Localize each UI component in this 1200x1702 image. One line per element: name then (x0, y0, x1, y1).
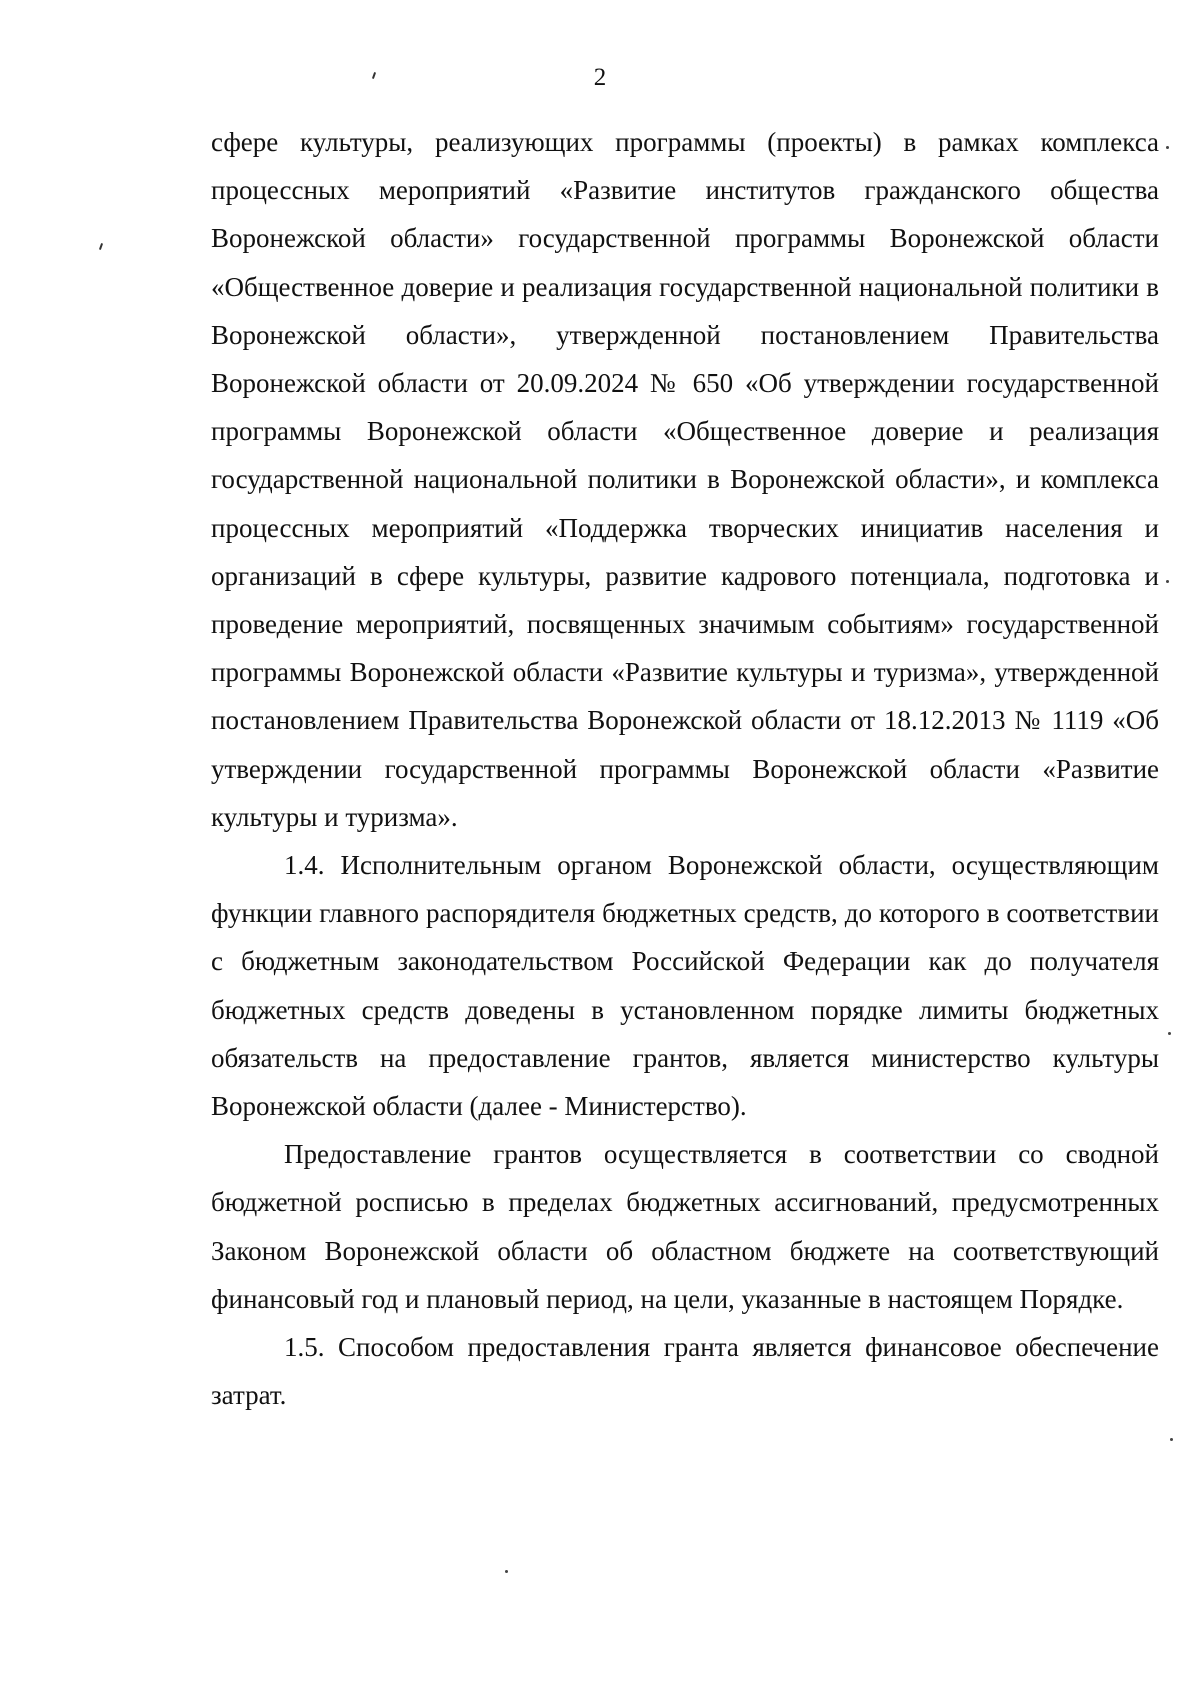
scan-speck (1166, 146, 1169, 149)
paragraph-1-4: 1.4. Исполнительным органом Воронежской области, осуществляющим функции главного распорядителя бюджетных средств, до которого в соответствии с бюджетным законодательством Российской Федерации как до получателя бюджетных средств доведены в установленном порядке лимиты бюджетных обязательств на предоставление грантов, является министерство культуры Воронежской области (далее - Министерство). (211, 850, 1159, 1122)
page-number: 2 (593, 64, 607, 91)
scan-speck (505, 1570, 508, 1573)
paragraph-1-5: 1.5. Способом предоставления гранта является финансовое обеспечение затрат. (211, 1332, 1159, 1411)
document-body (211, 118, 1159, 1419)
paragraph-grants-budget: Предоставление грантов осуществляется в соответствии со сводной бюджетной росписью в пределах бюджетных ассигнований, предусмотренных Законом Воронежской области об областном бюджете на соответствующий финансовый год и плановый период, на цели, указанные в настоящем Порядке. (211, 1139, 1159, 1314)
scan-speck (99, 243, 103, 250)
paragraph-continued: сфере культуры, реализующих программы (проекты) в рамках комплекса процессных мероприятий «Развитие институтов гражданского общества Воронежской области» государственной программы Воронежской области «Общественное доверие и реализация государственной национальной политики в Воронежской области», утвержденной постановлением Правительства Воронежской области от 20.09.2024 № 650 «Об утверждении государственной программы Воронежской области «Общественное доверие и реализация государственной национальной политики в Воронежской области», и комплекса процессных мероприятий «Поддержка творческих инициатив населения и организаций в сфере культуры, развитие кадрового потенциала, подготовка и проведение мероприятий, посвященных значимым событиям» государственной программы Воронежской области «Развитие культуры и туризма», утвержденной постановлением Правительства Воронежской области от 18.12.2013 № 1119 «Об утверждении государственной программы Воронежской области «Развитие культуры и туризма». (211, 127, 1159, 832)
scan-speck (1168, 1032, 1171, 1035)
scan-speck (1170, 1438, 1173, 1441)
scan-speck (1166, 580, 1169, 583)
